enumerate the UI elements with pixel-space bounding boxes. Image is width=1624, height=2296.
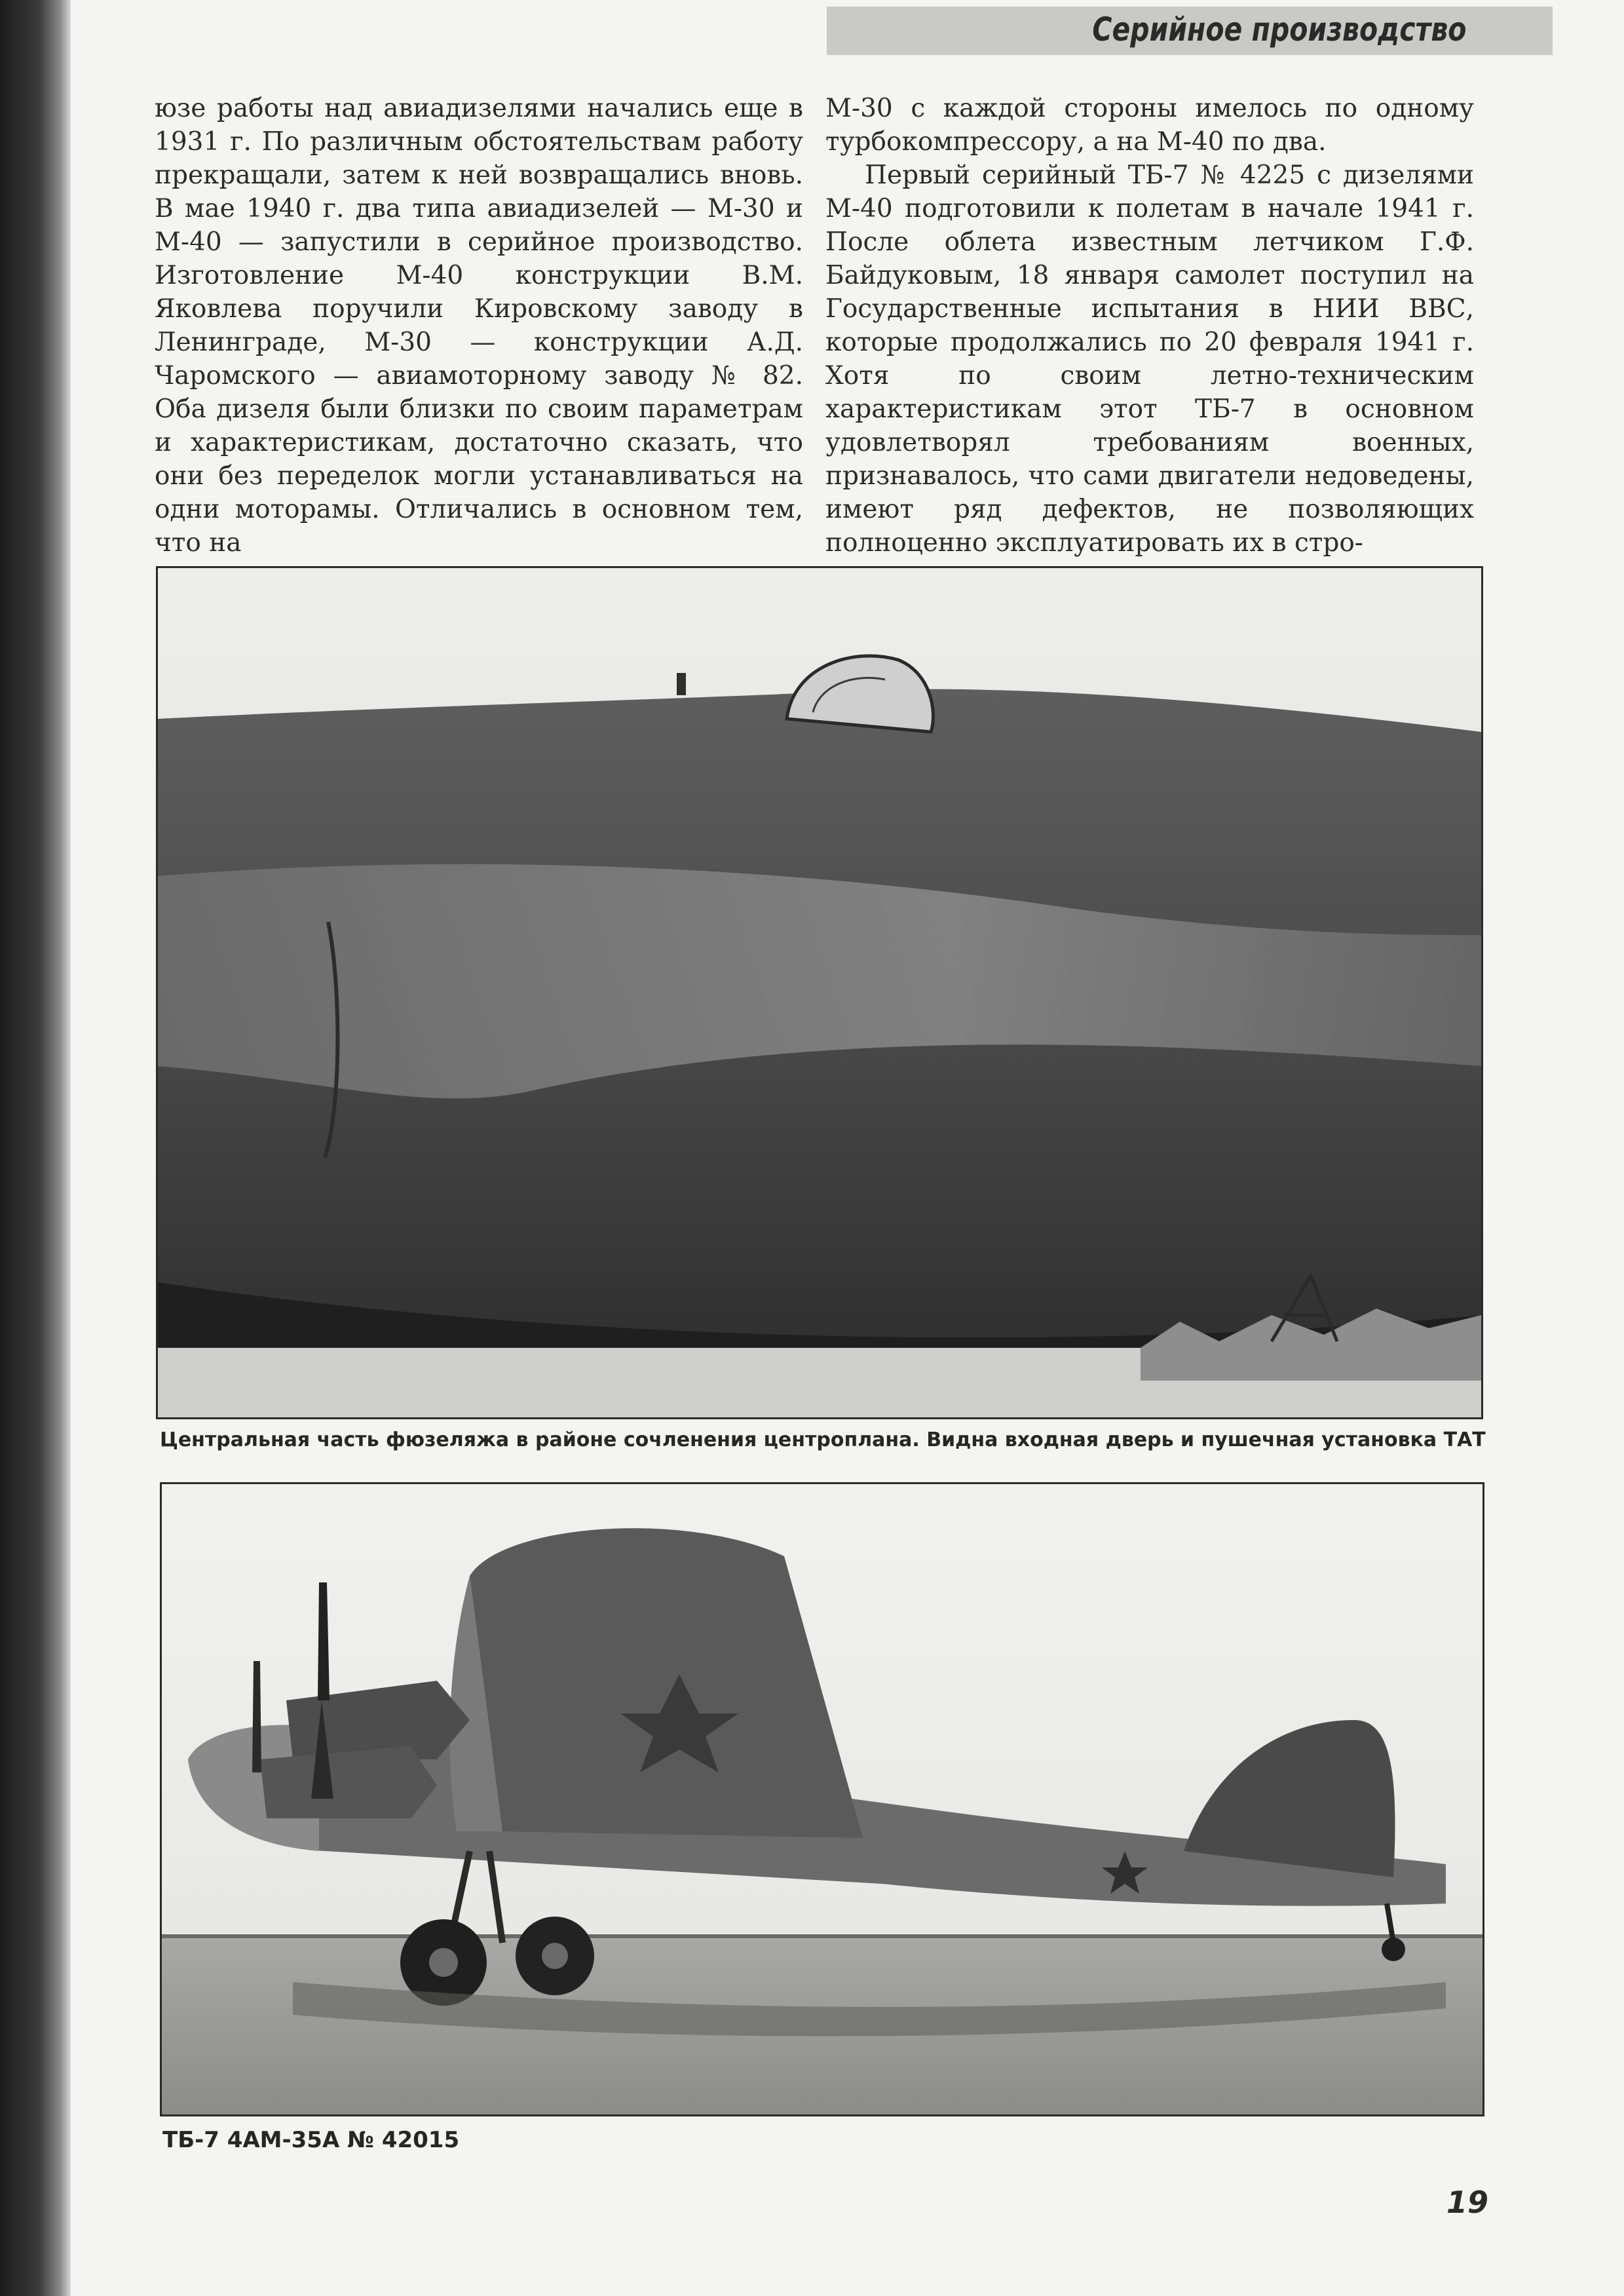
aircraft-photo — [160, 1482, 1484, 2116]
text-column-right — [825, 92, 1474, 560]
book-spine-shadow — [0, 0, 71, 2296]
paragraph: Первый серийный ТБ-7 № 4225 с дизелями М-40 подготовили к полетам в начале 1941 г. После облета известным летчиком Г.Ф. Байдуковым, 18 января самолет поступил на Государственные испытания в НИИ ВВС, которые продолжались по 20 февраля 1941 г. Хотя по своим летно-техническим характеристикам этот ТБ-7 в основном удовлетворял требованиям военных, признавалось, что сами двигатели недоведены, имеют ряд дефектов, не позволяющих полноценно эксплуатировать их в стро- — [825, 161, 1474, 558]
fuselage-photo — [156, 566, 1483, 1419]
paragraph: юзе работы над авиадизелями начались еще в 1931 г. По различным обстоятельствам работу прекращали, затем к ней возвращались вновь. В мае 1940 г. два типа авиадизелей — М-30 и М-40 — запустили в серийное производство. Изготовление М-40 конструкции В.М. Яковлева поручили Кировскому заводу в Ленинграде, М-30 — конструкции А.Д. Чаромского — авиамоторному заводу № 82. Оба дизеля были близки по своим параметрам и характеристикам, достаточно сказать, что они без переделок могли устанавливаться на одни моторамы. Отличались в основном тем, что на — [155, 94, 803, 558]
section-title: Серийное производство — [1091, 10, 1466, 48]
figure-caption: Центральная часть фюзеляжа в районе сочленения центроплана. Видна входная дверь и пушечная установка ТАТ — [160, 1428, 1486, 1451]
page-number: 19 — [1446, 2185, 1489, 2220]
figure-caption: ТБ-7 4АМ-35А № 42015 — [162, 2127, 460, 2153]
running-header — [827, 7, 1553, 55]
text-column-left — [155, 92, 803, 560]
paragraph: М-30 с каждой стороны имелось по одному турбокомпрессору, а на М-40 по два. — [825, 94, 1474, 157]
